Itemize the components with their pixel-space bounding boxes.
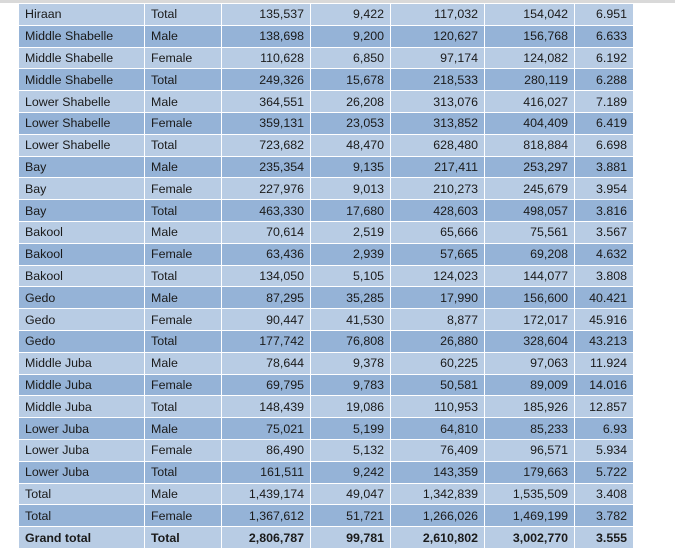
sex-cell: Total	[145, 4, 222, 26]
sex-cell: Female	[145, 178, 222, 200]
region-cell: Lower Juba	[19, 461, 145, 483]
region-cell: Middle Shabelle	[19, 25, 145, 47]
std-error-cell: 5,199	[311, 418, 391, 440]
sex-cell: Male	[145, 483, 222, 505]
sex-cell: Male	[145, 91, 222, 113]
region-cell: Total	[19, 505, 145, 527]
table-row	[19, 25, 634, 47]
region-cell: Bay	[19, 156, 145, 178]
lower-bound-cell: 120,627	[391, 25, 485, 47]
estimate-cell: 138,698	[222, 25, 311, 47]
region-cell: Lower Shabelle	[19, 134, 145, 156]
upper-bound-cell: 179,663	[485, 461, 575, 483]
region-cell: Bay	[19, 200, 145, 222]
std-error-cell: 41,530	[311, 309, 391, 331]
upper-bound-cell: 404,409	[485, 112, 575, 134]
upper-bound-cell: 3,002,770	[485, 527, 575, 549]
cv-cell: 6.93	[575, 418, 634, 440]
sex-cell: Total	[145, 134, 222, 156]
sex-cell: Female	[145, 47, 222, 69]
table-body	[19, 4, 634, 549]
lower-bound-cell: 26,880	[391, 330, 485, 352]
upper-bound-cell: 85,233	[485, 418, 575, 440]
table-row	[19, 69, 634, 91]
lower-bound-cell: 50,581	[391, 374, 485, 396]
cv-cell: 40.421	[575, 287, 634, 309]
sex-cell: Total	[145, 330, 222, 352]
std-error-cell: 23,053	[311, 112, 391, 134]
estimate-cell: 134,050	[222, 265, 311, 287]
cv-cell: 6.698	[575, 134, 634, 156]
sex-cell: Male	[145, 25, 222, 47]
std-error-cell: 49,047	[311, 483, 391, 505]
estimate-cell: 235,354	[222, 156, 311, 178]
region-cell: Middle Juba	[19, 396, 145, 418]
upper-bound-cell: 69,208	[485, 243, 575, 265]
std-error-cell: 15,678	[311, 69, 391, 91]
std-error-cell: 9,013	[311, 178, 391, 200]
region-cell: Hiraan	[19, 4, 145, 26]
table-row	[19, 461, 634, 483]
std-error-cell: 9,200	[311, 25, 391, 47]
std-error-cell: 26,208	[311, 91, 391, 113]
estimate-cell: 227,976	[222, 178, 311, 200]
std-error-cell: 6,850	[311, 47, 391, 69]
upper-bound-cell: 1,469,199	[485, 505, 575, 527]
lower-bound-cell: 313,076	[391, 91, 485, 113]
std-error-cell: 99,781	[311, 527, 391, 549]
lower-bound-cell: 57,665	[391, 243, 485, 265]
estimate-cell: 161,511	[222, 461, 311, 483]
lower-bound-cell: 218,533	[391, 69, 485, 91]
cv-cell: 3.816	[575, 200, 634, 222]
upper-bound-cell: 172,017	[485, 309, 575, 331]
lower-bound-cell: 1,266,026	[391, 505, 485, 527]
std-error-cell: 35,285	[311, 287, 391, 309]
region-cell: Middle Juba	[19, 352, 145, 374]
cv-cell: 6.951	[575, 4, 634, 26]
sex-cell: Female	[145, 505, 222, 527]
sex-cell: Male	[145, 287, 222, 309]
cv-cell: 45.916	[575, 309, 634, 331]
lower-bound-cell: 60,225	[391, 352, 485, 374]
estimate-cell: 110,628	[222, 47, 311, 69]
table-row	[19, 243, 634, 265]
upper-bound-cell: 416,027	[485, 91, 575, 113]
sex-cell: Female	[145, 439, 222, 461]
upper-bound-cell: 818,884	[485, 134, 575, 156]
upper-bound-cell: 156,600	[485, 287, 575, 309]
table-row	[19, 483, 634, 505]
std-error-cell: 2,519	[311, 221, 391, 243]
region-cell: Lower Juba	[19, 439, 145, 461]
estimate-cell: 364,551	[222, 91, 311, 113]
cv-cell: 5.722	[575, 461, 634, 483]
estimate-cell: 177,742	[222, 330, 311, 352]
estimate-cell: 87,295	[222, 287, 311, 309]
estimate-cell: 70,614	[222, 221, 311, 243]
lower-bound-cell: 117,032	[391, 4, 485, 26]
estimate-cell: 2,806,787	[222, 527, 311, 549]
lower-bound-cell: 8,877	[391, 309, 485, 331]
lower-bound-cell: 97,174	[391, 47, 485, 69]
region-cell: Total	[19, 483, 145, 505]
lower-bound-cell: 313,852	[391, 112, 485, 134]
table-row	[19, 221, 634, 243]
std-error-cell: 9,783	[311, 374, 391, 396]
sex-cell: Total	[145, 461, 222, 483]
sex-cell: Male	[145, 418, 222, 440]
sex-cell: Female	[145, 112, 222, 134]
lower-bound-cell: 76,409	[391, 439, 485, 461]
table-row	[19, 4, 634, 26]
std-error-cell: 48,470	[311, 134, 391, 156]
table-row	[19, 352, 634, 374]
table-row	[19, 287, 634, 309]
std-error-cell: 5,105	[311, 265, 391, 287]
cv-cell: 3.782	[575, 505, 634, 527]
table-row	[19, 91, 634, 113]
upper-bound-cell: 185,926	[485, 396, 575, 418]
upper-bound-cell: 253,297	[485, 156, 575, 178]
cv-cell: 12.857	[575, 396, 634, 418]
estimate-cell: 463,330	[222, 200, 311, 222]
upper-bound-cell: 124,082	[485, 47, 575, 69]
lower-bound-cell: 2,610,802	[391, 527, 485, 549]
sex-cell: Female	[145, 243, 222, 265]
estimate-cell: 723,682	[222, 134, 311, 156]
table-row	[19, 505, 634, 527]
sex-cell: Total	[145, 396, 222, 418]
table-row	[19, 396, 634, 418]
cv-cell: 3.808	[575, 265, 634, 287]
estimate-cell: 86,490	[222, 439, 311, 461]
region-cell: Lower Shabelle	[19, 112, 145, 134]
upper-bound-cell: 154,042	[485, 4, 575, 26]
table-row	[19, 330, 634, 352]
cv-cell: 3.555	[575, 527, 634, 549]
cv-cell: 6.288	[575, 69, 634, 91]
estimate-cell: 69,795	[222, 374, 311, 396]
region-cell: Middle Shabelle	[19, 47, 145, 69]
lower-bound-cell: 428,603	[391, 200, 485, 222]
estimate-cell: 135,537	[222, 4, 311, 26]
table-row	[19, 178, 634, 200]
upper-bound-cell: 144,077	[485, 265, 575, 287]
table-row	[19, 265, 634, 287]
upper-bound-cell: 245,679	[485, 178, 575, 200]
table-row	[19, 134, 634, 156]
cv-cell: 7.189	[575, 91, 634, 113]
std-error-cell: 17,680	[311, 200, 391, 222]
estimate-cell: 249,326	[222, 69, 311, 91]
lower-bound-cell: 217,411	[391, 156, 485, 178]
std-error-cell: 2,939	[311, 243, 391, 265]
region-cell: Bakool	[19, 243, 145, 265]
cv-cell: 14.016	[575, 374, 634, 396]
sex-cell: Male	[145, 156, 222, 178]
estimate-cell: 359,131	[222, 112, 311, 134]
std-error-cell: 76,808	[311, 330, 391, 352]
table-row	[19, 439, 634, 461]
sex-cell: Female	[145, 309, 222, 331]
lower-bound-cell: 143,359	[391, 461, 485, 483]
population-estimates-table	[18, 3, 634, 549]
estimate-cell: 75,021	[222, 418, 311, 440]
std-error-cell: 9,422	[311, 4, 391, 26]
cv-cell: 6.419	[575, 112, 634, 134]
region-cell: Bakool	[19, 265, 145, 287]
estimate-cell: 1,439,174	[222, 483, 311, 505]
table-row	[19, 156, 634, 178]
std-error-cell: 9,242	[311, 461, 391, 483]
cv-cell: 6.633	[575, 25, 634, 47]
lower-bound-cell: 65,666	[391, 221, 485, 243]
region-cell: Gedo	[19, 330, 145, 352]
upper-bound-cell: 89,009	[485, 374, 575, 396]
region-cell: Middle Shabelle	[19, 69, 145, 91]
region-cell: Lower Juba	[19, 418, 145, 440]
std-error-cell: 19,086	[311, 396, 391, 418]
cv-cell: 3.881	[575, 156, 634, 178]
region-cell: Middle Juba	[19, 374, 145, 396]
estimate-cell: 78,644	[222, 352, 311, 374]
cv-cell: 4.632	[575, 243, 634, 265]
upper-bound-cell: 156,768	[485, 25, 575, 47]
cv-cell: 3.567	[575, 221, 634, 243]
cv-cell: 43.213	[575, 330, 634, 352]
lower-bound-cell: 210,273	[391, 178, 485, 200]
estimate-cell: 90,447	[222, 309, 311, 331]
sex-cell: Total	[145, 200, 222, 222]
grand-total-row	[19, 527, 634, 549]
upper-bound-cell: 498,057	[485, 200, 575, 222]
sex-cell: Total	[145, 527, 222, 549]
upper-bound-cell: 96,571	[485, 439, 575, 461]
region-cell: Bakool	[19, 221, 145, 243]
estimate-cell: 1,367,612	[222, 505, 311, 527]
cv-cell: 11.924	[575, 352, 634, 374]
lower-bound-cell: 17,990	[391, 287, 485, 309]
std-error-cell: 51,721	[311, 505, 391, 527]
cv-cell: 6.192	[575, 47, 634, 69]
lower-bound-cell: 64,810	[391, 418, 485, 440]
std-error-cell: 9,135	[311, 156, 391, 178]
sex-cell: Total	[145, 265, 222, 287]
std-error-cell: 5,132	[311, 439, 391, 461]
lower-bound-cell: 628,480	[391, 134, 485, 156]
region-cell: Gedo	[19, 309, 145, 331]
table-row	[19, 200, 634, 222]
cv-cell: 3.408	[575, 483, 634, 505]
region-cell: Grand total	[19, 527, 145, 549]
table-row	[19, 47, 634, 69]
region-cell: Bay	[19, 178, 145, 200]
upper-bound-cell: 1,535,509	[485, 483, 575, 505]
cv-cell: 3.954	[575, 178, 634, 200]
estimate-cell: 148,439	[222, 396, 311, 418]
table-row	[19, 418, 634, 440]
upper-bound-cell: 75,561	[485, 221, 575, 243]
upper-bound-cell: 328,604	[485, 330, 575, 352]
upper-bound-cell: 280,119	[485, 69, 575, 91]
cv-cell: 5.934	[575, 439, 634, 461]
sex-cell: Total	[145, 69, 222, 91]
estimate-cell: 63,436	[222, 243, 311, 265]
upper-bound-cell: 97,063	[485, 352, 575, 374]
table-row	[19, 309, 634, 331]
std-error-cell: 9,378	[311, 352, 391, 374]
region-cell: Lower Shabelle	[19, 91, 145, 113]
lower-bound-cell: 124,023	[391, 265, 485, 287]
sex-cell: Male	[145, 221, 222, 243]
region-cell: Gedo	[19, 287, 145, 309]
lower-bound-cell: 110,953	[391, 396, 485, 418]
table-row	[19, 374, 634, 396]
sex-cell: Male	[145, 352, 222, 374]
sex-cell: Female	[145, 374, 222, 396]
lower-bound-cell: 1,342,839	[391, 483, 485, 505]
table-row	[19, 112, 634, 134]
